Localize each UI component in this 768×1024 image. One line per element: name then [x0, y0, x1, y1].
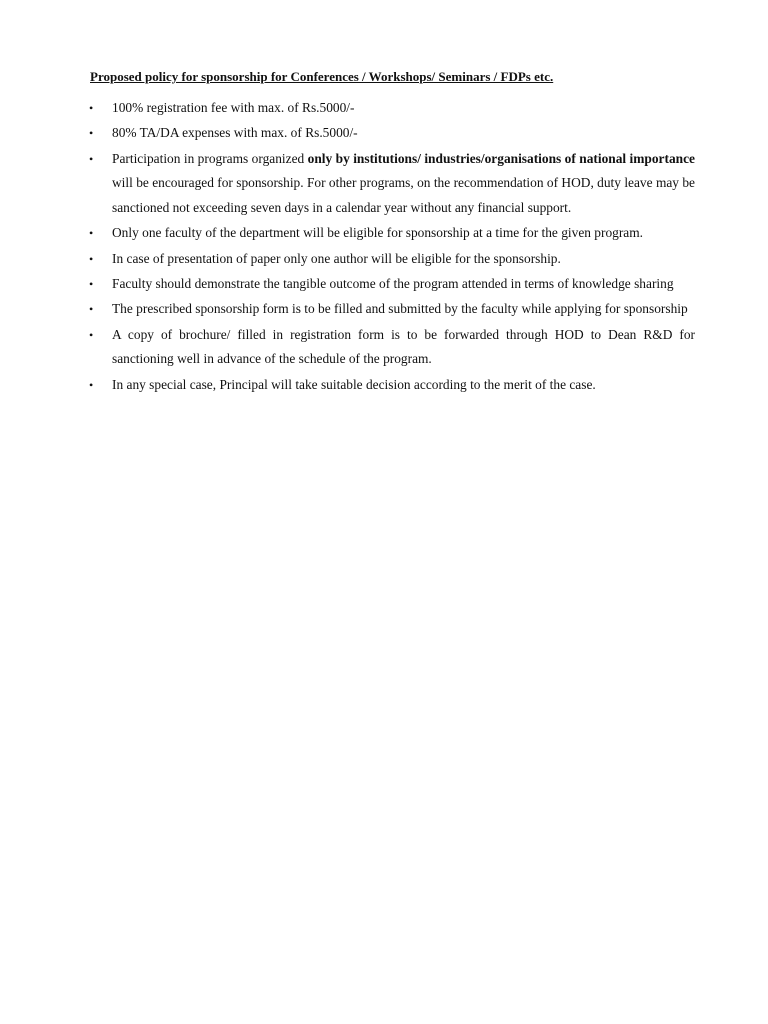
- list-item: [89, 323, 695, 373]
- list-item: [89, 373, 695, 398]
- list-item: [89, 147, 695, 221]
- list-item-text: 100% registration fee with max. of Rs.5000/-: [112, 100, 355, 115]
- bullet-icon: •: [89, 226, 94, 241]
- list-item: [89, 272, 695, 297]
- bullet-icon: •: [89, 377, 94, 392]
- policy-list: [89, 96, 695, 398]
- document-title: Proposed policy for sponsorship for Conferences / Workshops/ Seminars / FDPs etc.: [90, 69, 554, 84]
- list-item: [89, 297, 695, 322]
- list-item: [89, 96, 695, 121]
- bullet-icon: •: [89, 302, 94, 317]
- list-item-text: Only one faculty of the department will be eligible for sponsorship at a time for the given program.: [112, 225, 644, 241]
- list-item-text: 80% TA/DA expenses with max. of Rs.5000/-: [112, 125, 358, 141]
- list-item-text-end: will be encouraged for sponsorship. For other programs, on the recommendation of HOD, duty leave may be sanctioned not exceeding seven days in a calendar year without any financial support.: [112, 175, 695, 216]
- list-item-text: In case of presentation of paper only one author will be eligible for the sponsorship.: [112, 250, 561, 266]
- list-item: [89, 247, 695, 272]
- bullet-icon: •: [89, 327, 94, 342]
- bullet-icon: •: [89, 251, 94, 266]
- bullet-icon: •: [89, 101, 94, 115]
- list-item-emphasis: only by institutions/ industries/organisations of national importance: [307, 150, 695, 166]
- bullet-icon: •: [89, 277, 94, 292]
- list-item: [89, 121, 695, 146]
- list-item-text: In any special case, Principal will take suitable decision according to the merit of the case.: [112, 376, 596, 392]
- list-item-text-start: Participation in programs organized: [112, 150, 308, 166]
- list-item-text: A copy of brochure/ filled in registration form is to be forwarded through HOD to Dean R&D for sanctioning well in advance of the schedule of the program.: [112, 326, 695, 367]
- bullet-icon: •: [89, 126, 94, 141]
- list-item-text: [112, 151, 695, 216]
- bullet-icon: •: [89, 151, 94, 166]
- list-item-text: The prescribed sponsorship form is to be filled and submitted by the faculty while applying for sponsorship: [112, 301, 688, 317]
- list-item-text: Faculty should demonstrate the tangible outcome of the program attended in terms of knowledge sharing: [112, 276, 674, 292]
- list-item: [89, 221, 695, 246]
